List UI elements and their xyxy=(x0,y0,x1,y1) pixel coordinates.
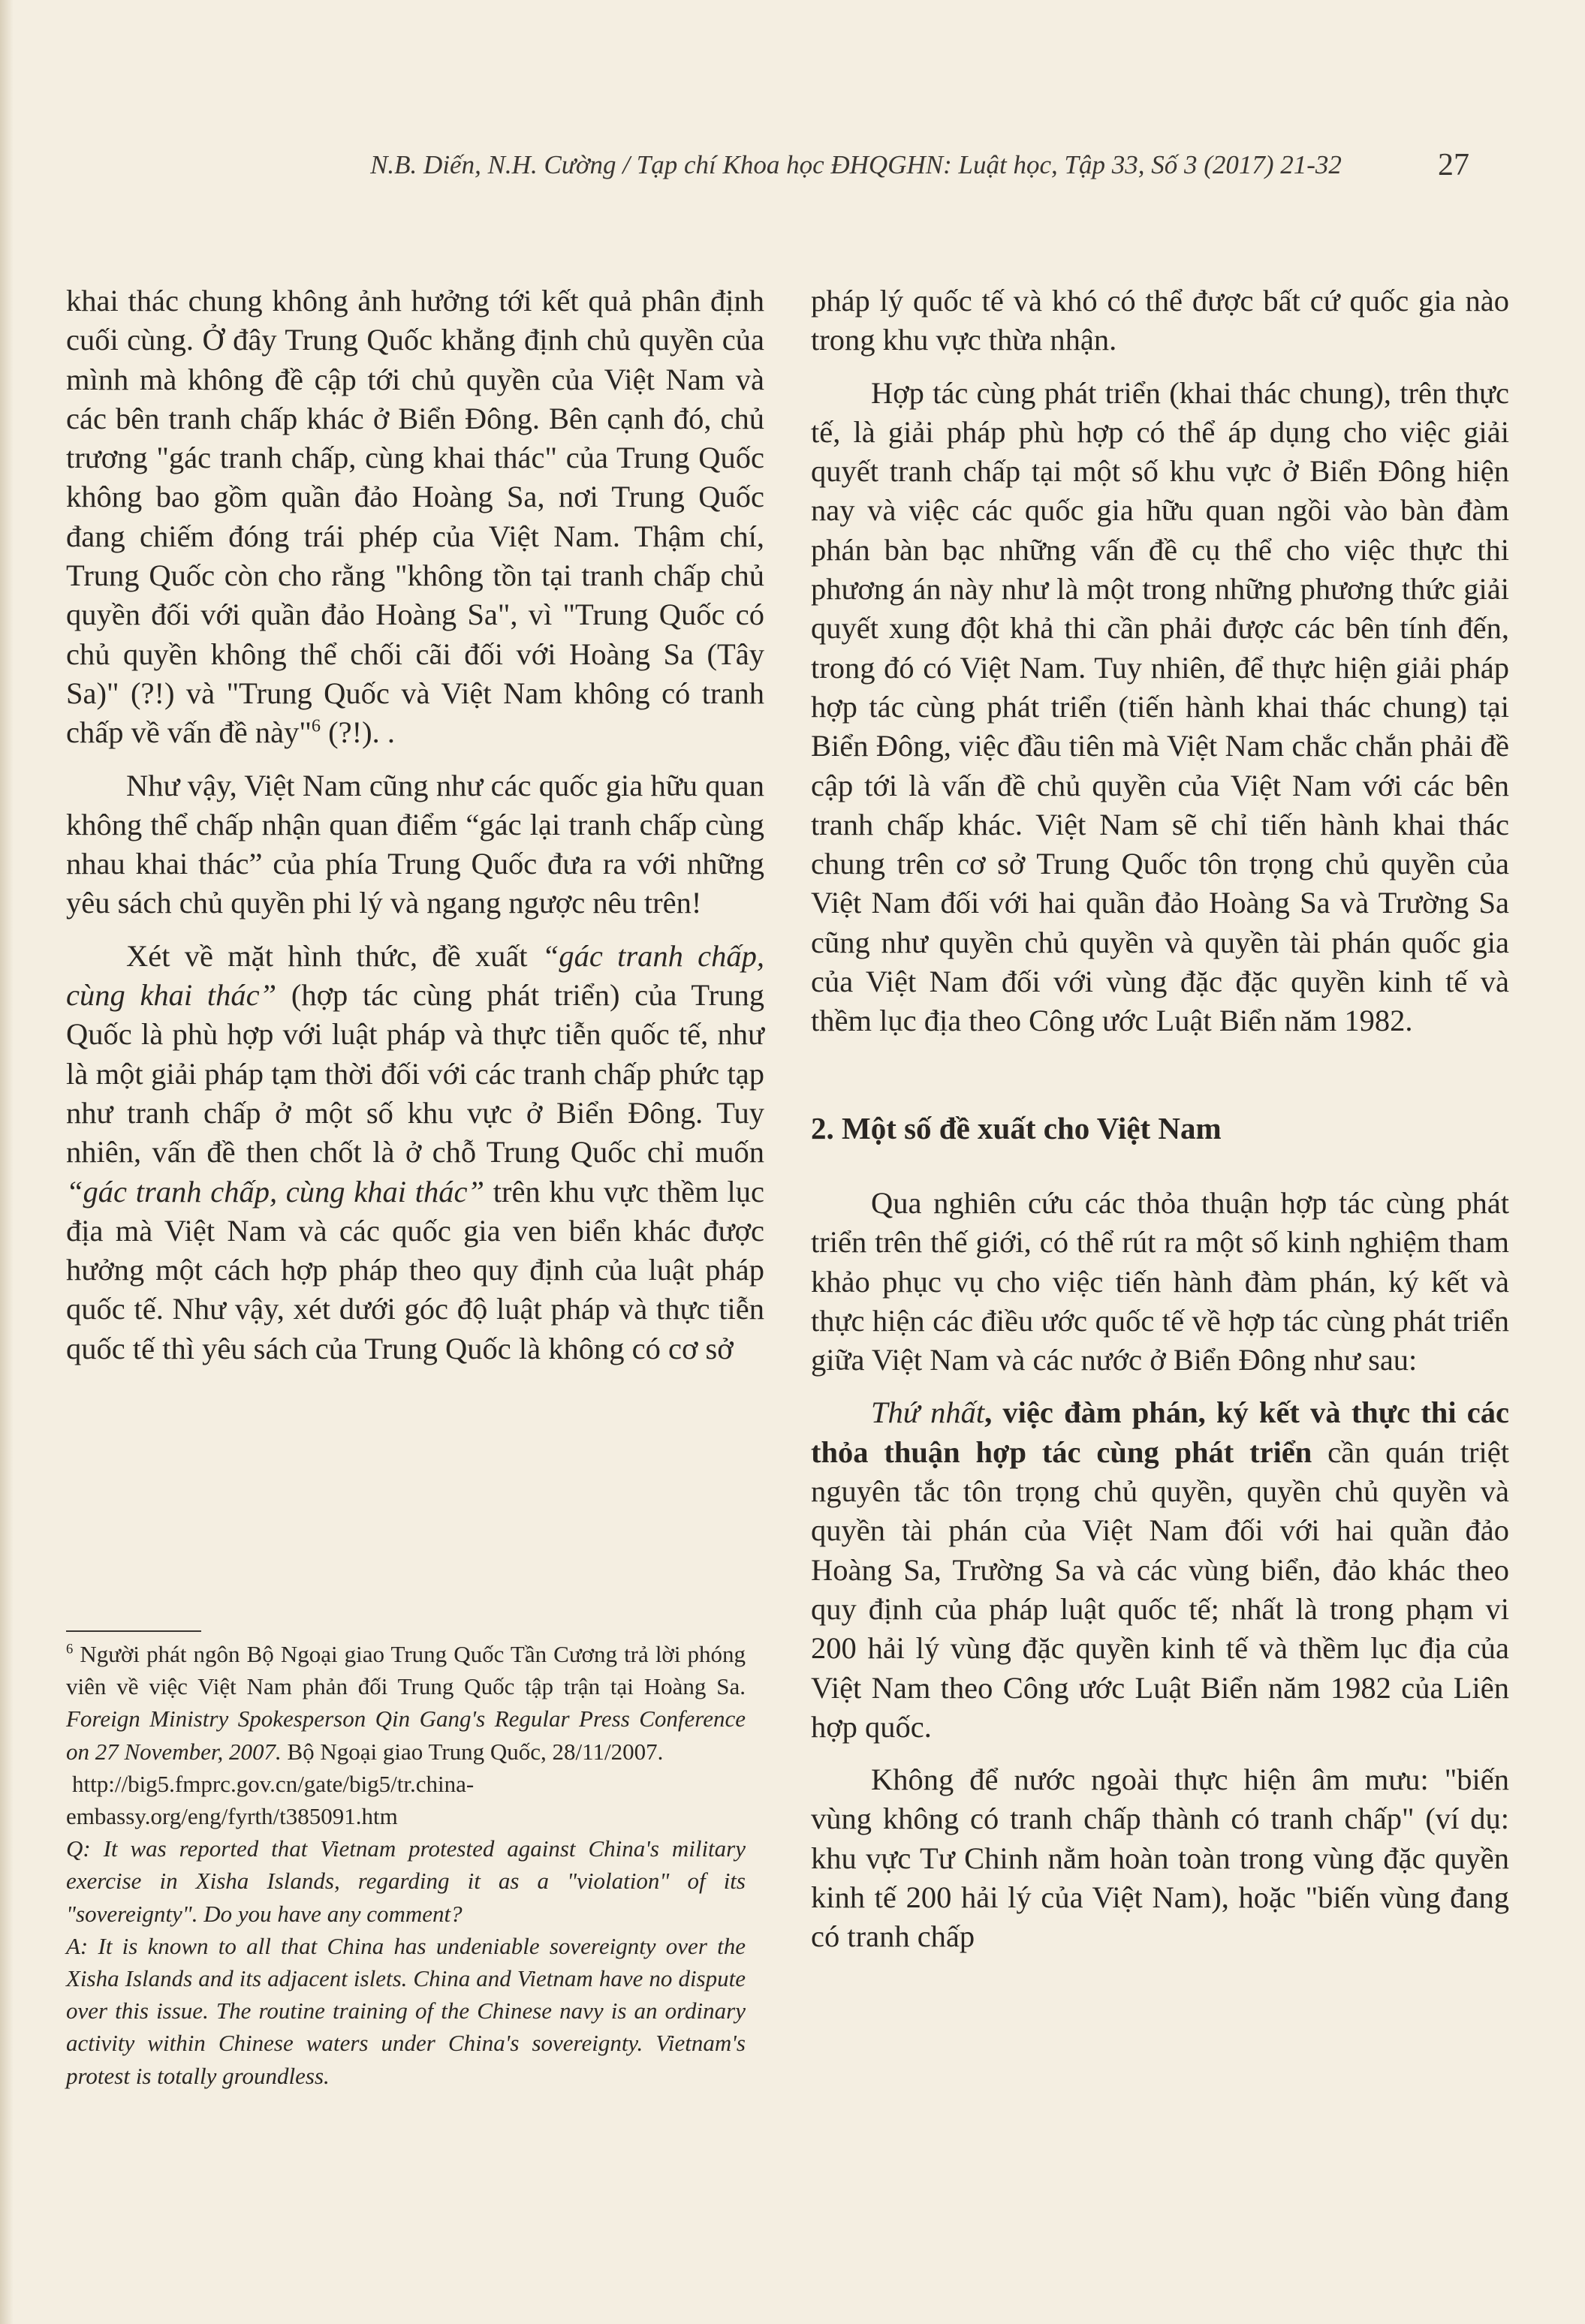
footnote-block xyxy=(66,1638,746,2092)
footnote-url: http://big5.fmprc.gov.cn/gate/big5/tr.china-embassy.org/eng/fyrth/t385091.htm xyxy=(66,1770,475,1830)
right-column xyxy=(811,281,1509,1970)
paragraph: Xét về mặt hình thức, đề xuất “gác tranh chấp, cùng khai thác” (hợp tác cùng phát triển) của Trung Quốc là phù hợp với luật pháp và thực tiễn quốc tế, như là một giải pháp tạm thời đối với các tranh chấp phức tạp như tranh chấp ở một số khu vực ở Biển Đông. Tuy nhiên, vấn đề then chốt là ở chỗ Trung Quốc chỉ muốn “gác tranh chấp, cùng khai thác” trên khu vực thềm lục địa mà Việt Nam và các quốc gia ven biển khác được hưởng một cách hợp pháp theo quy định của luật pháp quốc tế. Như vậy, xét dưới góc độ luật pháp và thực tiễn quốc tế thì yêu sách của Trung Quốc là không có cơ sở xyxy=(66,938,764,1365)
paragraph: khai thác chung không ảnh hưởng tới kết quả phân định cuối cùng. Ở đây Trung Quốc khẳng định chủ quyền của mình mà không đề cập tới chủ quyền của Việt Nam và các bên tranh chấp khác ở Biển Đông. Bên cạnh đó, chủ trương "gác tranh chấp, cùng khai thác" của Trung Quốc không bao gồm quần đảo Hoàng Sa, nơi Trung Quốc đang chiếm đóng trái phép của Việt Nam. Thậm chí, Trung Quốc còn cho rằng "không tồn tại tranh chấp chủ quyền đối với quần đảo Hoàng Sa", vì "Trung Quốc có chủ quyền không thể chối cãi đối với Hoàng Sa (Tây Sa)" (?!) và "Trung Quốc và Việt Nam không có tranh chấp về vấn đề này"$^6$ (?!). . xyxy=(66,284,764,750)
footnote-ref: 6 xyxy=(311,715,321,736)
paragraph: Như vậy, Việt Nam cũng như các quốc gia hữu quan không thể chấp nhận quan điểm “gác lại tranh chấp cùng nhau khai thác” của phía Trung Quốc đưa ra với những yêu sách chủ quyền phi lý và ngang ngược nêu trên! xyxy=(66,768,764,920)
paragraph: pháp lý quốc tế và khó có thể được bất cứ quốc gia nào trong khu vực thừa nhận. xyxy=(811,284,1509,357)
footnote: $^6$ Người phát ngôn Bộ Ngoại giao Trung Quốc Tần Cương trả lời phóng viên về việc Việt Nam phản đối Trung Quốc tập trận tại Hoàng Sa. Foreign Ministry Spokesperson Qin Gang's Regular Press Conference on 27 November, 2007. Bộ Ngoại giao Trung Quốc, 28/11/2007. xyxy=(66,1641,746,1765)
paragraph: Hợp tác cùng phát triển (khai thác chung), trên thực tế, là giải pháp phù hợp có thể áp dụng cho việc giải quyết tranh chấp tại một số khu vực ở Biển Đông hiện nay và việc các quốc gia hữu quan ngồi vào bàn đàm phán bàn bạc những vấn đề cụ thể cho việc thực thi phương án này như là một trong những phương thức giải quyết xung đột khả thi cần phải được các bên tính đến, trong đó có Việt Nam. Tuy nhiên, để thực hiện giải pháp hợp tác cùng phát triển (tiến hành khai thác chung) tại Biển Đông, việc đầu tiên mà Việt Nam chắc chắn phải đề cập tới là vấn đề chủ quyền của Việt Nam với các bên tranh chấp khác. Việt Nam sẽ chỉ tiến hành khai thác chung trên cơ sở Trung Quốc tôn trọng chủ quyền của Việt Nam đối với hai quần đảo Hoàng Sa và Trường Sa cũng như quyền chủ quyền và quyền tài phán quốc gia của Việt Nam đối với vùng đặc đặc quyền kinh tế và thềm lục địa theo Công ước Luật Biển năm 1982. xyxy=(811,375,1509,1038)
paragraph: Thứ nhất, việc đàm phán, ký kết và thực thi các thỏa thuận hợp tác cùng phát triển cần quán triệt nguyên tắc tôn trọng chủ quyền, quyền chủ quyền và quyền tài phán của Việt Nam đối với hai quần đảo Hoàng Sa, Trường Sa và các vùng biển, đảo khác theo quy định của pháp luật quốc tế; nhất là trong phạm vi 200 hải lý vùng đặc quyền kinh tế và thềm lục địa của Việt Nam theo Công ước Luật Biển năm 1982 của Liên hợp quốc. xyxy=(811,1395,1509,1744)
page-edge xyxy=(0,0,14,2324)
footnote-divider xyxy=(66,1630,201,1632)
footnote-question: Q: It was reported that Vietnam protested against China's military exercise in Xisha Islands, regarding it as a "violation" of its "sovereignty". Do you have any comment? xyxy=(66,1835,746,1927)
section-heading: 2. Một số đề xuất cho Việt Nam xyxy=(811,1110,1222,1145)
paragraph: Qua nghiên cứu các thỏa thuận hợp tác cùng phát triển trên thế giới, có thể rút ra một số kinh nghiệm tham khảo phục vụ cho việc tiến hành đàm phán, ký kết và thực hiện các điều ước quốc tế về hợp tác cùng phát triển giữa Việt Nam và các nước ở Biển Đông như sau: xyxy=(811,1185,1509,1377)
paragraph: Không để nước ngoài thực hiện âm mưu: "biến vùng không có tranh chấp thành có tranh chấp" (ví dụ: khu vực Tư Chinh nằm hoàn toàn trong vùng đặc quyền kinh tế 200 hải lý của Việt Nam), hoặc "biến vùng đang có tranh chấp xyxy=(811,1763,1509,1954)
footnote-answer: A: It is known to all that China has undeniable sovereignty over the Xisha Islands and its adjacent islets. China and Vietnam have no dispute over this issue. The routine training of the Chinese navy is an ordinary activity within Chinese waters under China's sovereignty. Vietnam's protest is totally groundless. xyxy=(66,1932,746,2089)
left-column xyxy=(66,281,764,1382)
running-head: N.B. Diến, N.H. Cường / Tạp chí Khoa học ĐHQGHN: Luật học, Tập 33, Số 3 (2017) 21-32 xyxy=(370,150,1342,179)
page-number: 27 xyxy=(1438,148,1469,182)
